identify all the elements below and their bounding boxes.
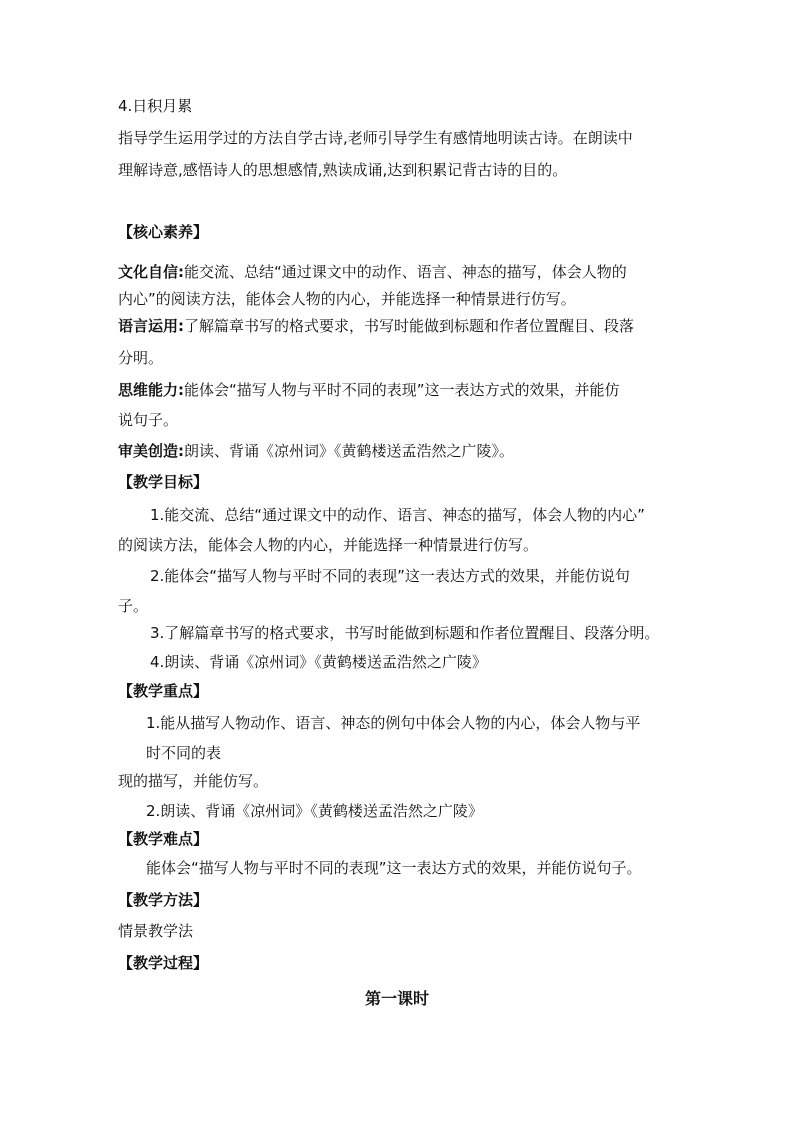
aesthetic-creation-line bbox=[118, 441, 514, 461]
teaching-process-heading: 【教学过程】 bbox=[118, 954, 209, 972]
section-review-para-line1: 指导学生运用学过的方法自学古诗,老师引导学生有感情地明读古诗。在朗读中 bbox=[118, 129, 633, 147]
language-use-line2: 分明。 bbox=[118, 349, 164, 367]
teaching-focus-2: 2.朗读、背诵《凉州词》《黄鹤楼送孟浩然之广陵》 bbox=[146, 802, 483, 820]
teaching-focus-heading: 【教学重点】 bbox=[118, 682, 209, 700]
language-use-line1 bbox=[118, 316, 634, 336]
section-review-title: 4.日积月累 bbox=[118, 97, 193, 115]
teaching-goal-2-line1: 2.能体会“描写人物与平时不同的表现”这一表达方式的效果，并能仿说句 bbox=[150, 567, 630, 585]
teaching-difficulty-heading: 【教学难点】 bbox=[118, 830, 209, 848]
thinking-ability-line1 bbox=[118, 380, 620, 400]
culture-confidence-line2: 内心”的阅读方法，能体会人物的内心，并能选择一种情景进行仿写。 bbox=[118, 290, 576, 308]
culture-confidence-text: 能交流、总结“通过课文中的动作、语言、神态的描写，体会人物的 bbox=[184, 263, 627, 281]
thinking-ability-line2: 说句子。 bbox=[118, 411, 179, 429]
culture-confidence-label: 文化自信: bbox=[118, 263, 184, 281]
aesthetic-creation-text: 朗读、背诵《凉州词》《黄鹤楼送孟浩然之广陵》。 bbox=[184, 442, 515, 460]
teaching-focus-1-line1: 1.能从描写人物动作、语言、神态的例句中体会人物的内心，体会人物与平 bbox=[146, 714, 641, 732]
thinking-ability-text: 能体会“描写人物与平时不同的表现”这一表达方式的效果，并能仿 bbox=[184, 381, 620, 399]
lesson-title: 第一课时 bbox=[364, 989, 429, 1008]
teaching-goals-heading: 【教学目标】 bbox=[118, 473, 209, 491]
teaching-goal-1-line1: 1.能交流、总结“通过课文中的动作、语言、神态的描写，体会人物的内心” bbox=[150, 506, 645, 524]
language-use-text: 了解篇章书写的格式要求，书写时能做到标题和作者位置醒目、段落 bbox=[184, 317, 635, 335]
teaching-goal-1-line2: 的阅读方法，能体会人物的内心，并能选择一种情景进行仿写。 bbox=[118, 536, 539, 554]
teaching-goal-4: 4.朗读、背诵《凉州词》《黄鹤楼送孟浩然之广陵》 bbox=[150, 653, 487, 671]
section-review-para-line2: 理解诗意,感悟诗人的思想感情,熟读成诵,达到积累记背古诗的目的。 bbox=[118, 161, 568, 179]
teaching-focus-1-line3: 现的描写，并能仿写。 bbox=[118, 772, 269, 790]
language-use-label: 语言运用: bbox=[118, 317, 184, 335]
teaching-focus-1-line2: 时不同的表 bbox=[146, 744, 222, 762]
core-literacy-heading: 【核心素养】 bbox=[118, 223, 209, 241]
teaching-goal-3: 3.了解篇章书写的格式要求，书写时能做到标题和作者位置醒目、段落分明。 bbox=[150, 624, 660, 642]
teaching-method-text: 情景教学法 bbox=[118, 922, 194, 940]
teaching-goal-2-line2: 子。 bbox=[118, 597, 149, 615]
thinking-ability-label: 思维能力: bbox=[118, 381, 184, 399]
teaching-method-heading: 【教学方法】 bbox=[118, 891, 209, 909]
aesthetic-creation-label: 审美创造: bbox=[118, 442, 184, 460]
teaching-difficulty-text: 能体会“描写人物与平时不同的表现”这一表达方式的效果，并能仿说句子。 bbox=[146, 859, 642, 877]
culture-confidence-line1 bbox=[118, 262, 627, 282]
